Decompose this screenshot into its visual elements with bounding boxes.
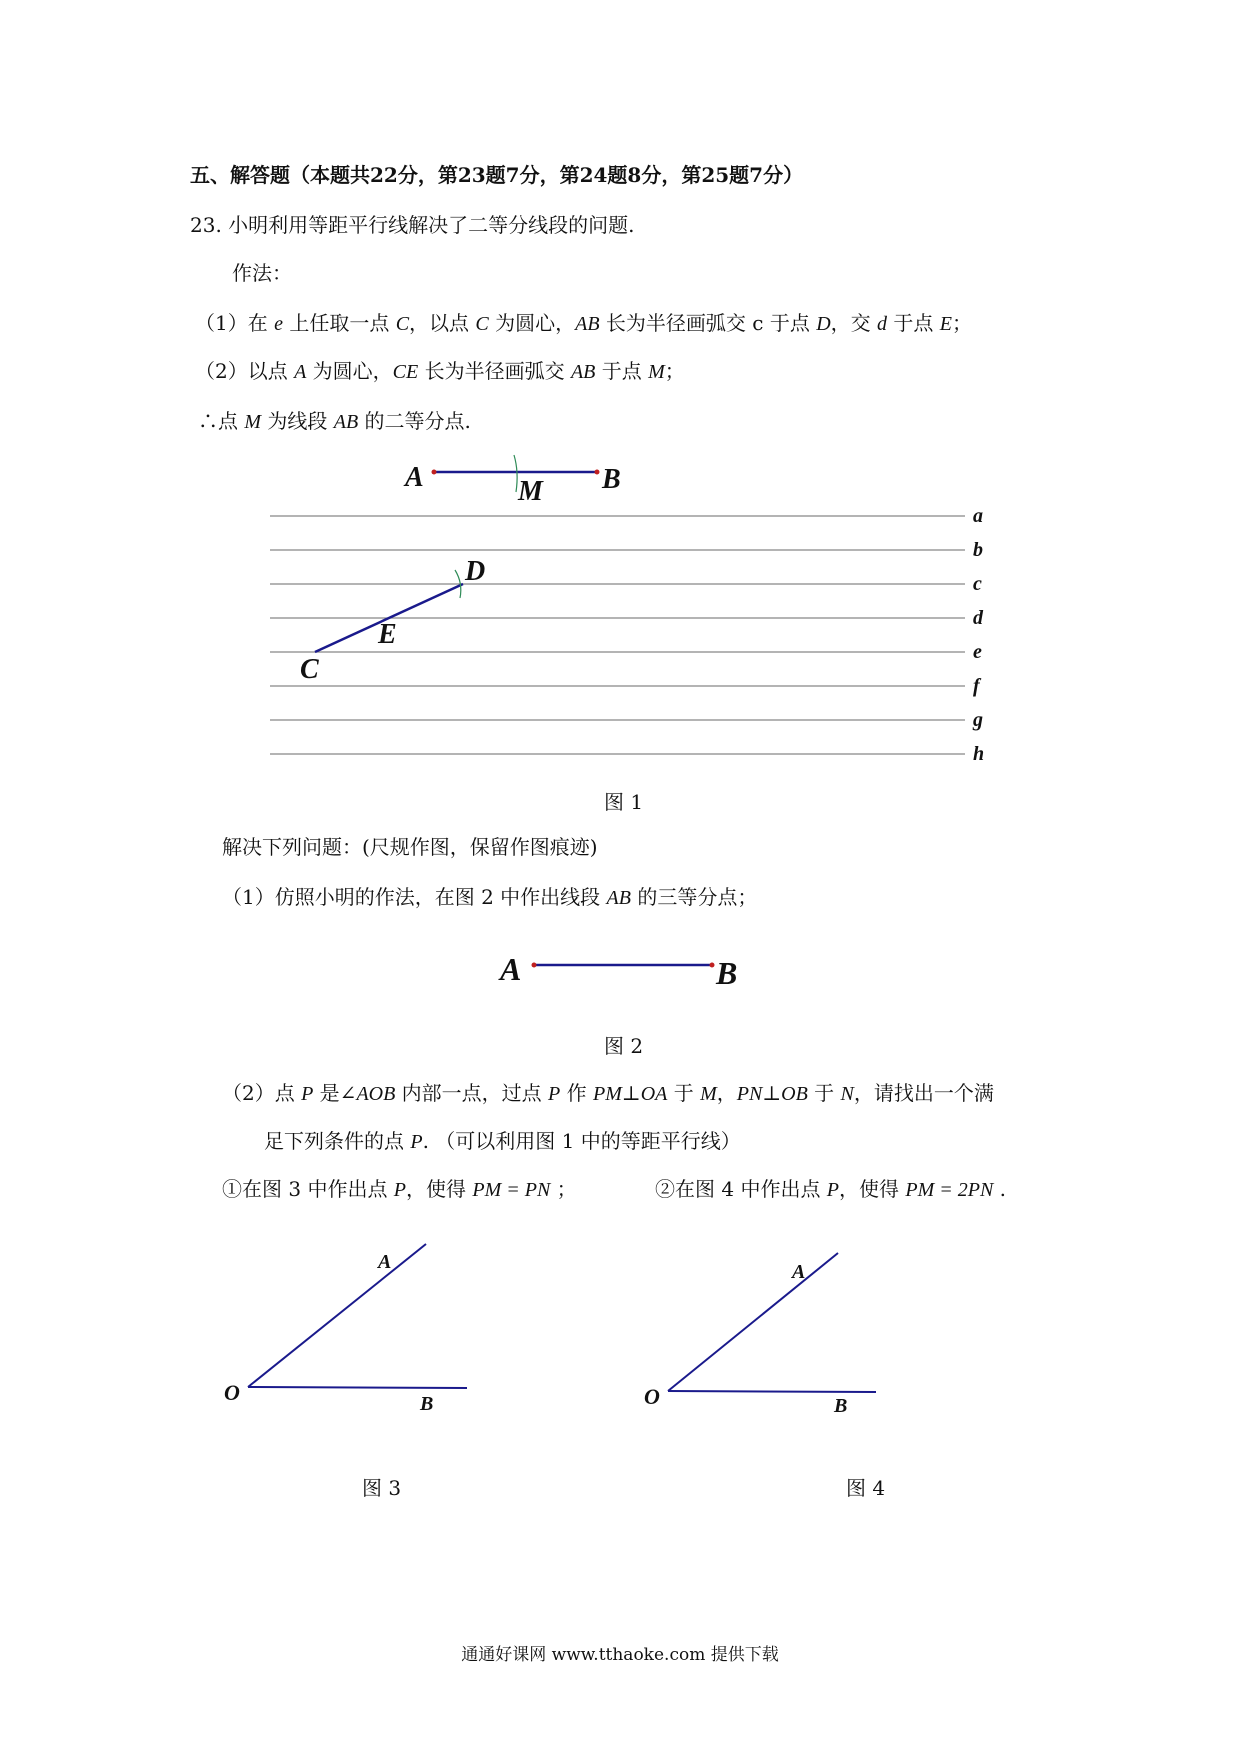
conclusion: ∴点 M 为线段 AB 的二等分点.: [198, 409, 471, 433]
line-label-c: c: [973, 573, 982, 595]
ray-oa-fig3: [248, 1244, 426, 1387]
label-o-fig3: O: [224, 1380, 240, 1405]
ray-ob-fig3: [248, 1387, 467, 1388]
section-header: 五、解答题（本题共22分，第23题7分，第24题8分，第25题7分）: [190, 163, 804, 187]
label-a-fig4: A: [792, 1261, 806, 1283]
line-label-b: b: [973, 539, 983, 561]
figure-1-caption: 图 1: [604, 790, 644, 814]
figure-3: [224, 1244, 467, 1415]
label-m: M: [518, 476, 543, 507]
line-label-h: h: [973, 743, 985, 765]
line-label-g: g: [973, 709, 983, 731]
step-1: （1）在 e 上任取一点 C，以点 C 为圆心，AB 长为半径画弧交 c 于点 D，交 d 于点 E；: [195, 311, 972, 335]
task-2-line-2: 足下列条件的点 P. （可以利用图 1 中的等距平行线）: [264, 1129, 741, 1153]
label-a: A: [405, 462, 424, 493]
sub-task-1: ①在图 3 中作出点 P，使得 PM = PN ；: [222, 1177, 577, 1201]
ray-ob-fig4: [668, 1391, 876, 1392]
label-a-fig3: A: [378, 1251, 392, 1273]
label-a-fig2: A: [500, 951, 522, 987]
task-2-line-1: （2）点 P 是∠AOB 内部一点，过点 P 作 PM⊥OA 于 M，PN⊥OB 于 N，请找出一个满: [222, 1081, 994, 1105]
label-e: E: [378, 619, 397, 650]
figure-3-caption: 图 3: [362, 1476, 402, 1500]
line-label-e: e: [973, 641, 982, 663]
method-label: 作法：: [232, 261, 292, 285]
figure-4: [644, 1253, 876, 1417]
line-label-f: f: [973, 675, 980, 697]
figure-4-caption: 图 4: [846, 1476, 886, 1500]
label-c: C: [300, 654, 319, 685]
task-1: （1）仿照小明的作法，在图 2 中作出线段 AB 的三等分点；: [222, 885, 758, 909]
line-label-a: a: [973, 505, 983, 527]
sub-task-2: ②在图 4 中作出点 P，使得 PM = 2PN .: [655, 1177, 1007, 1201]
label-o-fig4: O: [644, 1384, 660, 1409]
line-label-d: d: [973, 607, 983, 629]
label-b: B: [602, 464, 621, 495]
question-23-intro: 23. 小明利用等距平行线解决了二等分线段的问题.: [190, 213, 635, 237]
tasks-intro: 解决下列问题：(尺规作图，保留作图痕迹): [222, 835, 598, 859]
footer: 通通好课网 www.tthaoke.com 提供下载: [461, 1645, 779, 1665]
label-d: D: [465, 556, 486, 587]
step-2: （2）以点 A 为圆心，CE 长为半径画弧交 AB 于点 M；: [195, 359, 685, 383]
label-b-fig2: B: [716, 955, 738, 991]
figure-2-caption: 图 2: [604, 1034, 644, 1058]
ray-oa-fig4: [668, 1253, 838, 1391]
label-b-fig3: B: [420, 1393, 434, 1415]
label-b-fig4: B: [834, 1395, 848, 1417]
